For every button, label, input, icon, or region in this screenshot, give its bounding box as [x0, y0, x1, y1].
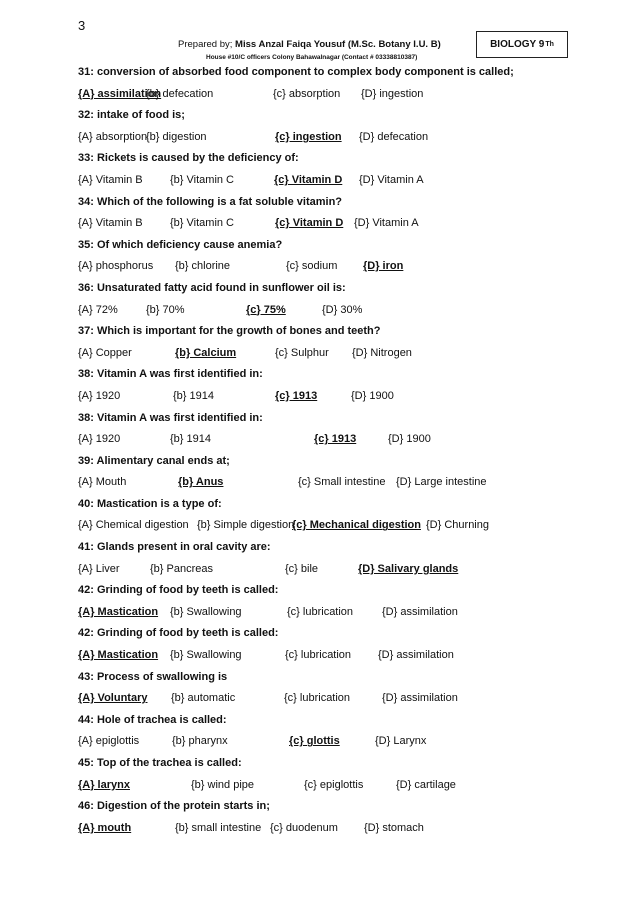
option: {A} Liver — [78, 562, 120, 575]
option: {b} small intestine — [175, 821, 262, 834]
option: {D} cartilage — [396, 778, 456, 791]
option: {b} 1914 — [173, 389, 214, 402]
option: {D} 1900 — [388, 433, 431, 446]
correct-option: {A} Mastication — [78, 649, 159, 662]
options-row — [78, 731, 598, 753]
options-row — [78, 386, 598, 408]
option: {b} Simple digestion — [197, 519, 295, 532]
option: {b} automatic — [171, 692, 236, 705]
option: {b} Swallowing — [170, 649, 242, 662]
option: {b} Swallowing — [170, 605, 242, 618]
option: {A} phosphorus — [78, 260, 154, 273]
option: {c} Small intestine — [298, 476, 386, 489]
option: {D} Larynx — [375, 735, 427, 748]
option: {A} Vitamin B — [78, 173, 143, 186]
options-row — [78, 170, 598, 192]
option: {D} assimilation — [382, 692, 458, 705]
question-text: 38: Vitamin A was first identified in: — [78, 411, 263, 424]
options-row — [78, 300, 598, 322]
option: {D} 30% — [322, 303, 363, 316]
option: {D} assimilation — [382, 605, 458, 618]
question-text: 46: Digestion of the protein starts in; — [78, 800, 270, 813]
correct-option: {b} Anus — [178, 476, 224, 489]
option: {D} Nitrogen — [352, 346, 412, 359]
question-list — [78, 62, 598, 839]
prepared-prefix: Prepared by; — [178, 39, 233, 50]
page-number: 3 — [78, 18, 86, 33]
question-text: 41: Glands present in oral cavity are: — [78, 541, 271, 554]
correct-option: {c} 75% — [246, 303, 286, 316]
question-text: 42: Grinding of food by teeth is called: — [78, 627, 279, 640]
options-row — [78, 127, 598, 149]
options-row — [78, 818, 598, 840]
correct-option: {c} Mechanical digestion — [292, 519, 421, 532]
prepared-by — [178, 39, 441, 50]
option: {c} sodium — [286, 260, 338, 273]
correct-option: {c} 1913 — [275, 389, 318, 402]
options-row — [78, 84, 598, 106]
option: {b} wind pipe — [191, 778, 254, 791]
subject-label: BIOLOGY 9 — [490, 39, 545, 50]
options-row — [78, 256, 598, 278]
question-text: 35: Of which deficiency cause anemia? — [78, 238, 283, 251]
option: {b} defecation — [146, 87, 214, 100]
correct-option: {A} assimilation — [78, 87, 162, 100]
options-row — [78, 645, 598, 667]
options-row — [78, 472, 598, 494]
option: {b} 70% — [146, 303, 185, 316]
question-text: 31: conversion of absorbed food component to complex body component is called; — [78, 66, 514, 78]
option: {c} duodenum — [270, 821, 338, 834]
question-text: 40: Mastication is a type of: — [78, 497, 222, 510]
correct-option: {D} iron — [363, 260, 404, 273]
option: {A} Copper — [78, 346, 132, 359]
question-text: 38: Vitamin A was first identified in: — [78, 368, 263, 381]
subject-sup: Th — [545, 41, 554, 48]
question-text: 42: Grinding of food by teeth is called: — [78, 584, 279, 597]
correct-option: {c} 1913 — [314, 433, 357, 446]
option: {c} epiglottis — [304, 778, 364, 791]
correct-option: {A} Voluntary — [78, 692, 148, 705]
option: {A} Chemical digestion — [78, 519, 189, 532]
option: {D} Vitamin A — [359, 173, 424, 186]
question-text: 33: Rickets is caused by the deficiency of: — [78, 152, 299, 165]
option: {c} absorption — [273, 87, 341, 100]
question-text: 43: Process of swallowing is — [78, 670, 228, 683]
option: {c} lubrication — [285, 649, 352, 662]
author-name: Miss Anzal Faiqa Yousuf (M.Sc. Botany I.U. B) — [235, 39, 441, 50]
option: {A} 1920 — [78, 389, 121, 402]
question-text: 44: Hole of trachea is called: — [78, 713, 227, 726]
option: {D} stomach — [364, 821, 424, 834]
option: {D} Large intestine — [396, 476, 487, 489]
option: {b} Vitamin C — [170, 217, 235, 230]
author-address: House #10/C officers Colony Bahawalnagar (Contact # 03338810387) — [206, 54, 418, 61]
option: {A} 1920 — [78, 433, 121, 446]
options-row — [78, 688, 598, 710]
correct-option: {b} Calcium — [175, 346, 237, 359]
option: {c} Sulphur — [275, 346, 329, 359]
options-row — [78, 515, 598, 537]
option: {b} chlorine — [175, 260, 231, 273]
option: {D} Vitamin A — [354, 217, 419, 230]
subject-box — [476, 31, 568, 58]
option: {D} 1900 — [351, 389, 394, 402]
options-row — [78, 343, 598, 365]
options-row — [78, 602, 598, 624]
question-text: 39: Alimentary canal ends at; — [78, 454, 230, 467]
question-text: 34: Which of the following is a fat soluble vitamin? — [78, 195, 343, 208]
correct-option: {D} Salivary glands — [358, 562, 459, 575]
option: {A} Vitamin B — [78, 217, 143, 230]
option: {b} 1914 — [170, 433, 211, 446]
option: {D} Churning — [426, 519, 489, 532]
correct-option: {c} ingestion — [275, 130, 342, 143]
option: {b} digestion — [146, 130, 207, 143]
option: {D} assimilation — [378, 649, 454, 662]
option: {D} defecation — [359, 130, 429, 143]
options-row — [78, 213, 598, 235]
question-text: 37: Which is important for the growth of bones and teeth? — [78, 325, 381, 338]
correct-option: {c} Vitamin D — [275, 217, 344, 230]
option: {A} 72% — [78, 303, 118, 316]
correct-option: {A} Mastication — [78, 605, 159, 618]
correct-option: {c} Vitamin D — [274, 173, 343, 186]
options-row — [78, 429, 598, 451]
correct-option: {A} larynx — [78, 778, 130, 791]
option: {D} ingestion — [361, 87, 424, 100]
option: {b} Vitamin C — [170, 173, 235, 186]
option: {A} absorption — [78, 130, 148, 143]
correct-option: {A} mouth — [78, 821, 132, 834]
option: {b} pharynx — [172, 735, 228, 748]
option: {A} epiglottis — [78, 735, 140, 748]
option: {c} bile — [285, 562, 319, 575]
option: {A} Mouth — [78, 476, 127, 489]
options-row — [78, 775, 598, 797]
correct-option: {c} glottis — [289, 735, 340, 748]
option: {c} lubrication — [287, 605, 354, 618]
question-text: 32: intake of food is; — [78, 109, 185, 122]
option: {c} lubrication — [284, 692, 351, 705]
question-text: 36: Unsaturated fatty acid found in sunflower oil is: — [78, 281, 346, 294]
options-row — [78, 559, 598, 581]
question-text: 45: Top of the trachea is called: — [78, 757, 242, 769]
option: {b} Pancreas — [150, 562, 213, 575]
